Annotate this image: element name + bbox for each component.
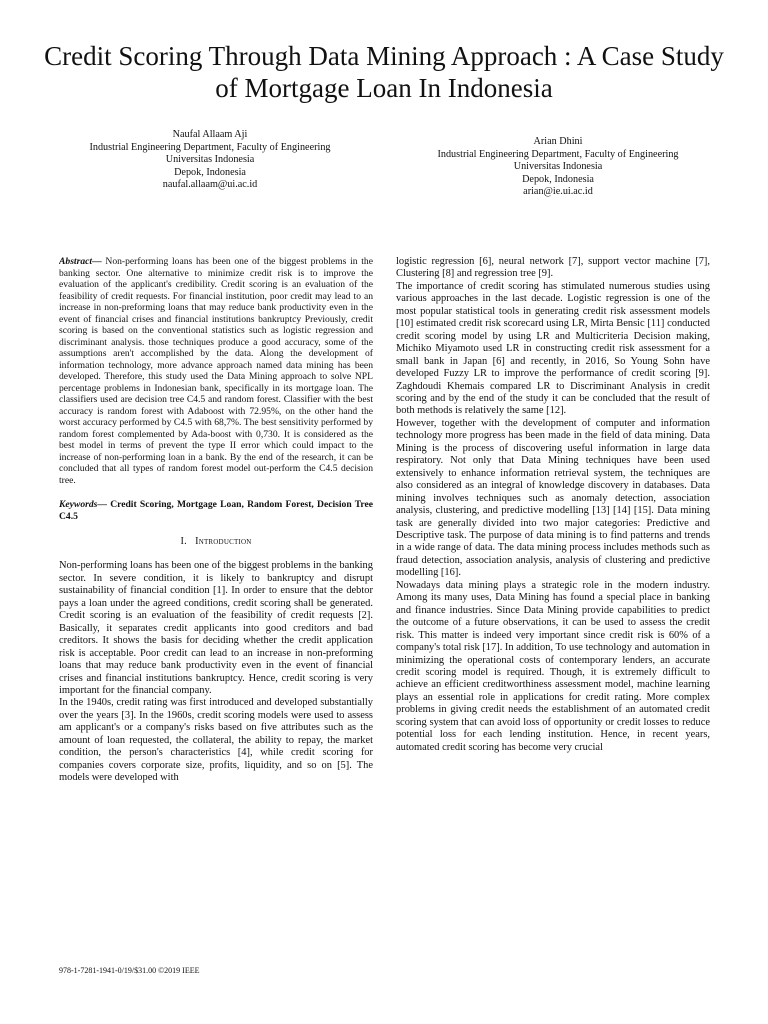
section-heading-introduction <box>59 536 373 548</box>
author-university: Universitas Indonesia <box>165 154 255 166</box>
author-name: Naufal Allaam Aji <box>172 129 248 140</box>
right-column <box>396 256 710 932</box>
body-paragraph: Non-performing loans has been one of the biggest problems in the banking sector. In severe condition, it is likely to bankruptcy and disrupt sustainability of financial condition [1]. In order to ensure that the debtor pays a loan under the agreed conditions, credit scoring shall be generated. Credit scoring is an evaluation of the feasibility of credit requests [2]. Basically, it separates credit applicants into good creditors and bad creditors. It shows the basis for deciding whether the credit application risk is acceptable. Poor credit can lead to an increase in non-preforming loans that may reduce bank productivity even in the event of financial crises and financial institutions bankruptcy. Hence, credit scoring is very important for the financial company. <box>59 560 373 696</box>
body-paragraph: The importance of credit scoring has stimulated numerous studies using various approaches in the last decade. Logistic regression is one of the most popular statistical tools in generating credit risk assessment models [10] estimated credit risk scorecard using LR, Mirta Bensic [11] conducted credit scoring model by using LR and Multicriteria Decision making, Michiko Miyamoto used LR in constructing credit risk assessment for a small bank in Japan [6] and recently, in 2016, So Young Sohn have developed Fuzzy LR to improve the performance of credit scoring [9]. Zaghdoudi Khemais compared LR to Discriminant Analysis in credit scoring and by the end of the study it can be concluded that the result of both methods is relatively the same [12]. <box>396 280 710 417</box>
author-affiliation: Industrial Engineering Department, Faculty of Engineering <box>437 148 679 160</box>
body-paragraph: logistic regression [6], neural network [7], support vector machine [7], Clustering [8] and regression tree [9]. <box>396 256 710 280</box>
keywords-label: Keywords <box>59 499 98 510</box>
abstract-label: Abstract <box>59 256 93 267</box>
author-block-2 <box>408 136 708 199</box>
author-email: naufal.allaam@ui.ac.id <box>162 179 258 191</box>
author-name: Arian Dhini <box>533 136 583 147</box>
author-affiliation: Industrial Engineering Department, Faculty of Engineering <box>89 141 331 153</box>
body-paragraph: In the 1940s, credit rating was first introduced and developed substantially over the years [3]. In the 1960s, credit scoring models were used to assess am applicant's or a company's risks based on five attributes such as the amount of loan requested, the collateral, the ability to repay, the market condition, the person's characteristics [4], while credit scoring for companies covers corporate size, profits, liquidity, and so on [5]. The models were developed with <box>59 697 373 784</box>
paper-title: Credit Scoring Through Data Mining Approach : A Case Study of Mortgage Loan In Indonesia <box>44 41 724 103</box>
section-first-letter: I <box>195 536 199 547</box>
abstract-dash: — <box>92 256 106 267</box>
copyright-footer: 978-1-7281-1941-0/19/$31.00 ©2019 IEEE <box>59 966 200 975</box>
keywords <box>59 499 373 522</box>
author-city: Depok, Indonesia <box>522 173 594 185</box>
body-paragraph: However, together with the development of computer and information technology more progress has been made in the field of data mining. Data Mining is the process of discovering useful information in large data respiratory. Not only that Data Mining techniques have been used extensively to enhance information retrieval system, the techniques are also considered as an integral of knowledge discovery in databases. Data mining involves techniques such as anomaly detection, association analysis, clustering, and predictive modelling [13] [14] [15]. Data mining task are generally divided into two major categories: Predictive and Descriptive task. The purpose of data mining is to find patterns and trends in a wide range of data. The data mining process includes methods such as fraud detection, association analysis, analysis of clustering and predictive modelling [16]. <box>396 417 710 579</box>
author-city: Depok, Indonesia <box>174 166 246 178</box>
abstract-text: Non-performing loans has been one of the biggest problems in the banking sector. One alternative to minimize credit risk is to improve the evaluation of the applicant's credibility. Credit scoring is an evaluation of the feasibility of credit requests. For financial institution, poor credit may lead to an increase in non-preforming loans that may reduce bank productivity even in the event of financial crises and financial institutions bankruptcy Previously, credit scoring is based on the conventional statistics such as logistic regression and discriminant analysis. those techniques produce a good accuracy, some of the assumptions aren't accomplished by the data. Along the development of information technology, more advance approach named data mining has been developed. Therefore, this study used the Data Mining approach to solve NPL percentage problems in Indonesian bank, specifically in its mortgage loan. The classifiers used are decision tree C4.5 and random forest. Classifier with the best accuracy is random forest with Adaboost with 72.95%, on the other hand the worst accuracy performed by C4.5 with 68,7%. The best sensitivity performed by random forest complemented by Ada-boost with 0,730. It is considered as the best model in terms of prevent the type II error which could impact to the increase of non-performing loan in a bank. By the end of the research, it can be concluded that all types of random forest model out-perform the C4.5 decision tree. <box>59 256 373 486</box>
abstract <box>59 256 373 486</box>
keywords-text: — Credit Scoring, Mortgage Loan, Random Forest, Decision Tree C4.5 <box>59 499 373 522</box>
body-paragraph: Nowadays data mining plays a strategic role in the modern industry. Among its many uses, Data Mining has found a special place in banking and finance industries. Since Data Mining provide capabilities to predict the outcome of a future observations, it can be used to assess the credit risk. This matter is indeed very important since credit risk is 60% of a company's total risk [17]. In addition, To use technology and automation in minimizing the operational costs of contemporary lenders, an accurate credit scoring model is required. Though, it is extremely difficult to achieve an efficient creditworthiness assessment model, machine learning plays an essential role in applications for credit rating. More complex problems in giving credit needs the establishment of an automated credit scoring system that can avoid loss of opportunity or credit losses to reduce potential loss for each lending institution. Hence, in recent years, automated credit scoring has become very crucial <box>396 579 710 753</box>
author-university: Universitas Indonesia <box>513 161 603 173</box>
section-title-rest: ntroduction <box>198 536 252 547</box>
author-email: arian@ie.ui.ac.id <box>523 186 593 198</box>
left-column <box>59 256 373 932</box>
author-block-1 <box>60 129 360 192</box>
section-number: I. <box>180 536 187 547</box>
